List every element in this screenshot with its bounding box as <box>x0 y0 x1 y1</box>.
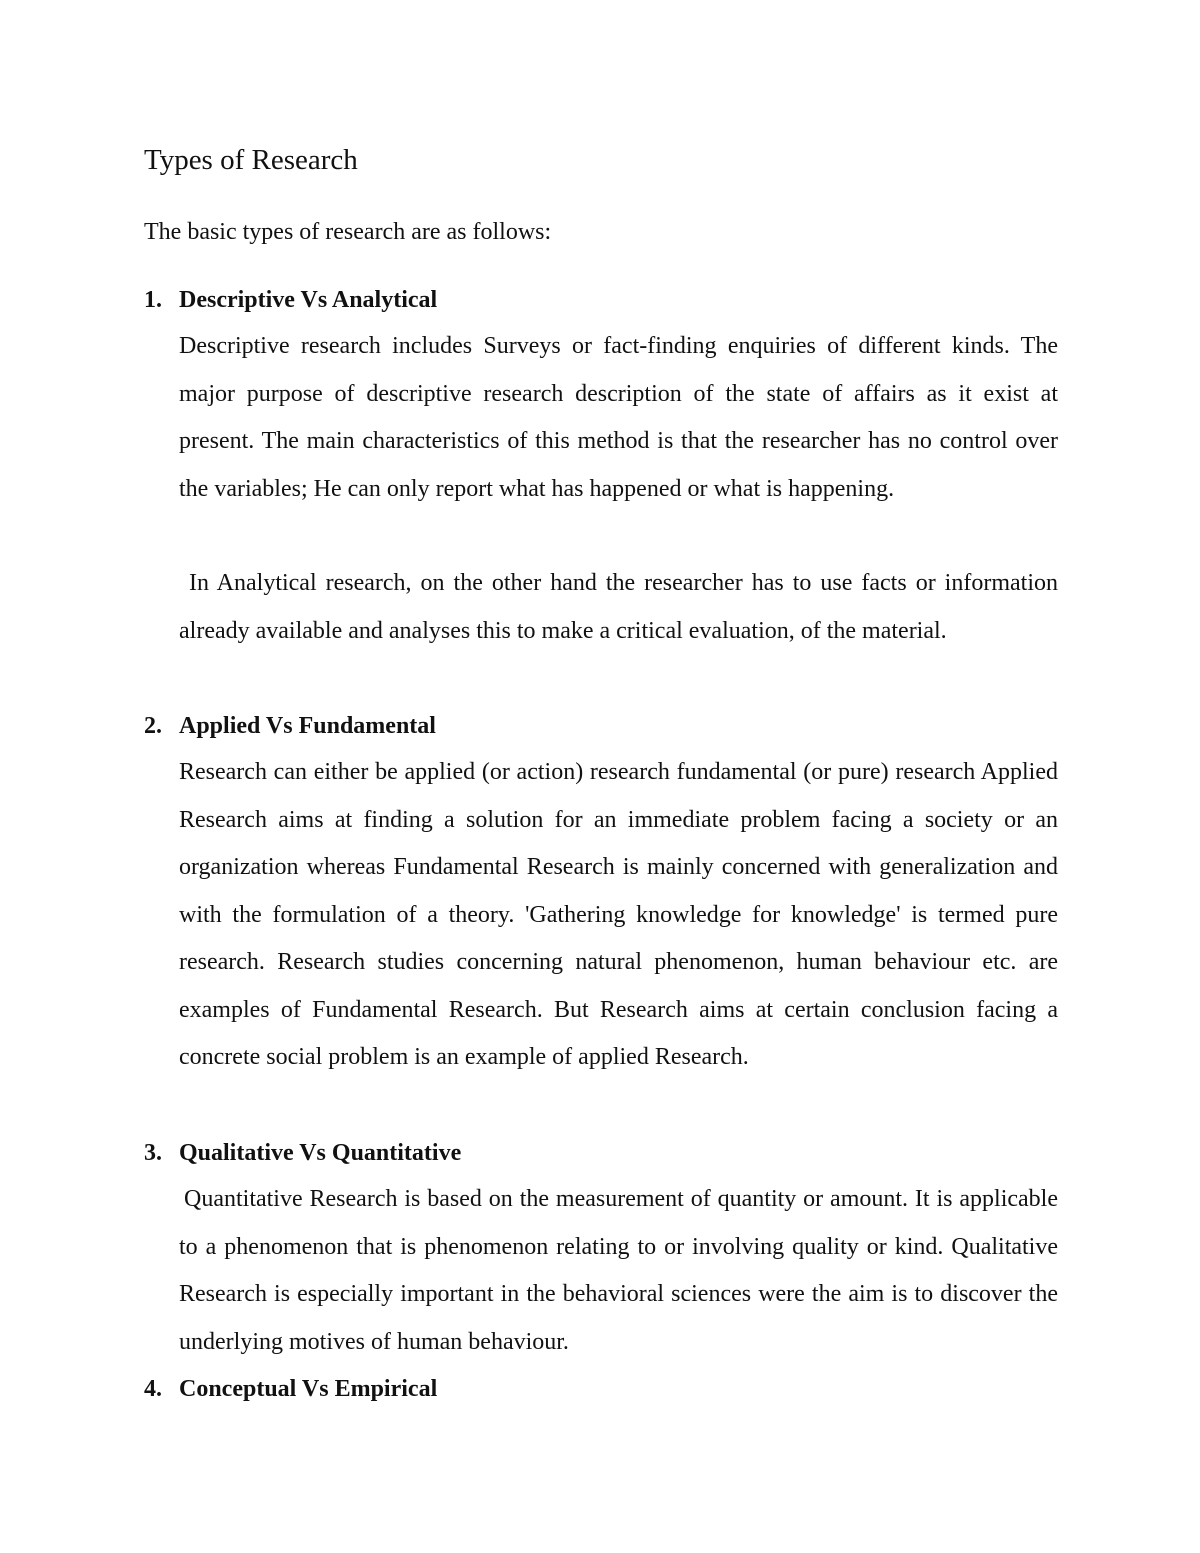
item-3-heading: Qualitative Vs Quantitative <box>179 1140 462 1166</box>
item-4-heading: Conceptual Vs Empirical <box>179 1376 438 1402</box>
item-1-number: 1. <box>144 287 162 313</box>
item-4-number: 4. <box>144 1376 162 1402</box>
item-2-heading: Applied Vs Fundamental <box>179 713 436 739</box>
document-title: Types of Research <box>144 144 358 176</box>
intro-text: The basic types of research are as follows: <box>144 219 552 245</box>
item-1-paragraph-1: Descriptive research includes Surveys or fact-finding enquiries of different kinds. The major purpose of descriptive research description of the state of affairs as it exist at present. The main characteristics of this method is that the researcher has no control over the variables; He can only report what has happened or what is happening. <box>179 333 1058 502</box>
item-1-paragraph-2: In Analytical research, on the other hand the researcher has to use facts or information already available and analyses this to make a critical evaluation, of the material. <box>179 570 1058 644</box>
item-1-heading: Descriptive Vs Analytical <box>179 287 438 313</box>
item-3-paragraph-1: Quantitative Research is based on the measurement of quantity or amount. It is applicable to a phenomenon that is phenomenon relating to or involving quality or kind. Qualitative Research is especially important in the behavioral sciences were the aim is to discover the underlying motives of human behaviour. <box>179 1186 1058 1355</box>
item-2-paragraph-1: Research can either be applied (or action) research fundamental (or pure) research Applied Research aims at finding a solution for an immediate problem facing a society or an organization whereas Fundamental Research is mainly concerned with generalization and with the formulation of a theory. 'Gathering knowledge for knowledge' is termed pure research. Research studies concerning natural phenomenon, human behaviour etc. are examples of Fundamental Research. But Research aims at certain conclusion facing a concrete social problem is an example of applied Research. <box>179 759 1058 1070</box>
item-2-number: 2. <box>144 713 162 739</box>
item-3-number: 3. <box>144 1140 162 1166</box>
